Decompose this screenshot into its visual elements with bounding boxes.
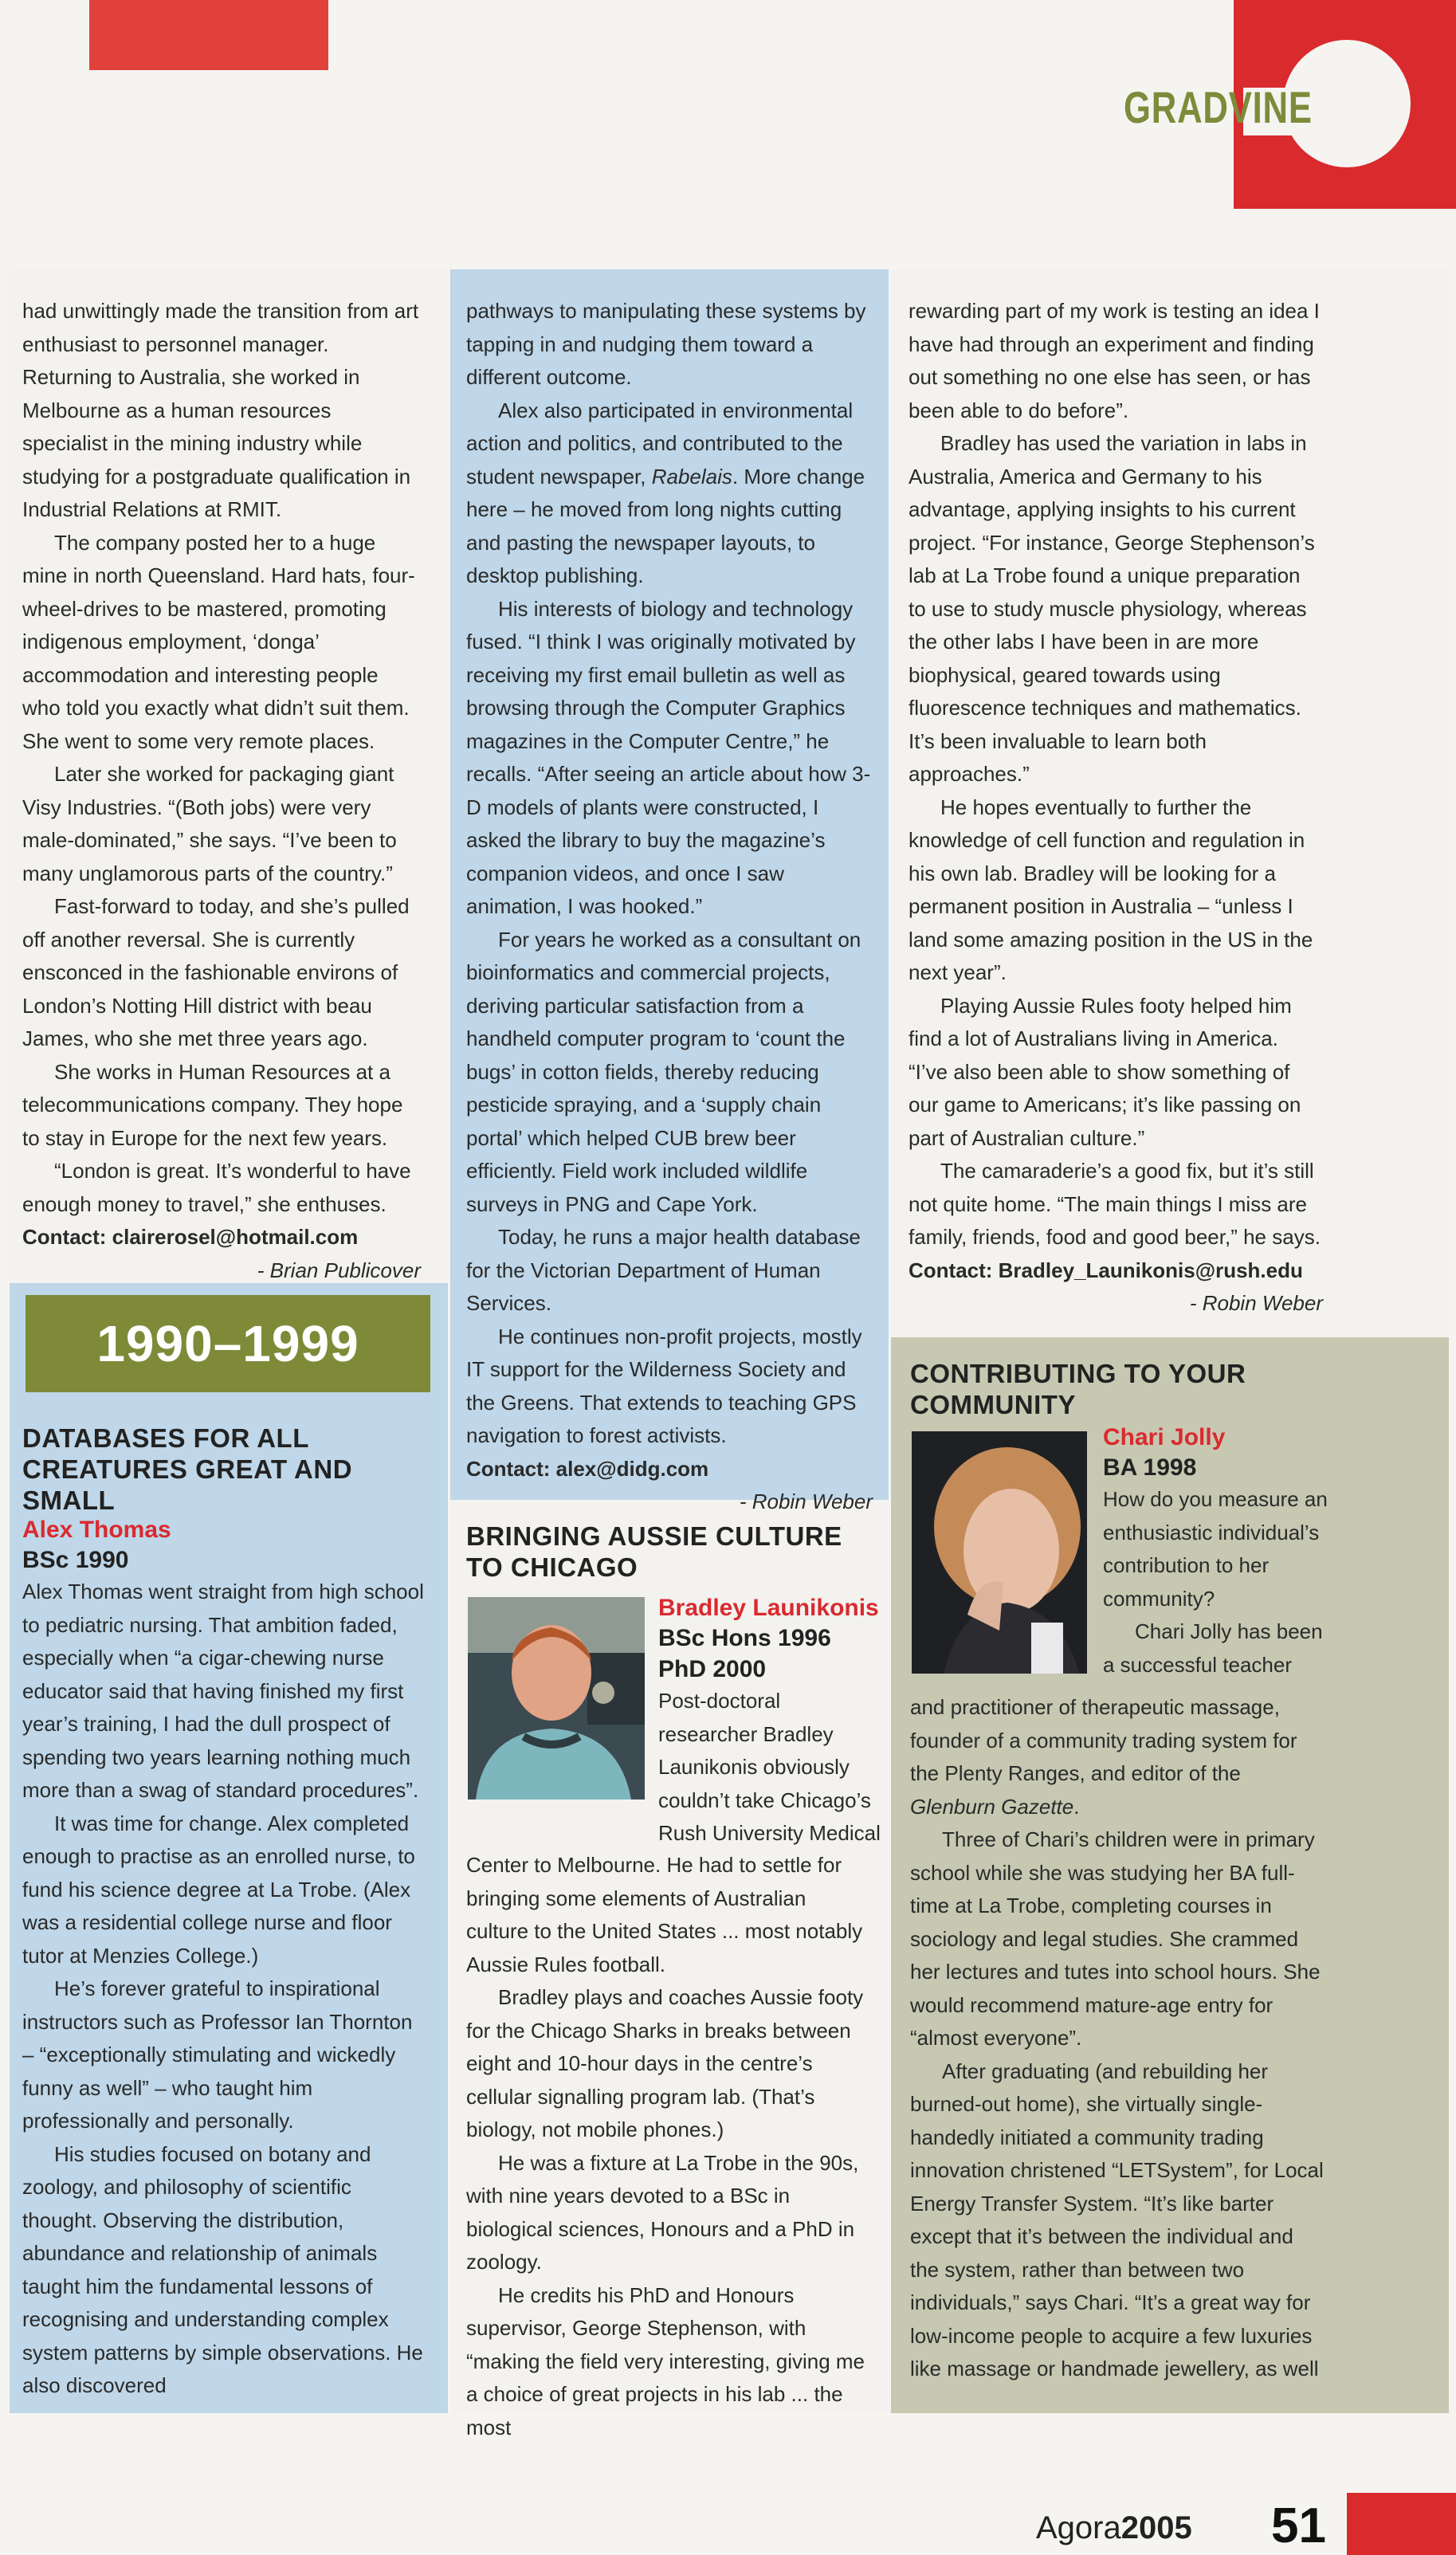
paragraph: His interests of biology and technology fused. “I think I was originally motivated by receiving my first email bulletin as well as browsing through the Computer Graphics magazines in the Computer Centre,” he recalls. “After seeing an article about how 3-D models of plants were constructed, I asked the library to buy the magazine’s companion videos, and once I saw animation, I was hooked.” <box>466 596 871 918</box>
paragraph: Three of Chari’s children were in primary school while she was studying her BA full-time at La Trobe, completing courses in sociology and legal studies. She crammed her lectures and tutes into school hours. She would recommend mature-age entry for “almost everyone”. <box>910 1827 1321 2050</box>
section-label: GRADVINE <box>1124 82 1313 132</box>
intro-line: a successful teacher <box>1103 1652 1293 1677</box>
col1-top-text <box>22 295 421 1287</box>
footer-year: 2005 <box>1120 2510 1192 2545</box>
contact-email[interactable]: Contact: Bradley_Launikonis@rush.edu <box>909 1258 1303 1282</box>
bradley-name-block <box>658 1594 881 1851</box>
graduate-degree: PhD 2000 <box>658 1656 767 1682</box>
footer-magazine: Agora2005 <box>1036 2510 1192 2545</box>
intro-line: Launikonis obviously <box>658 1755 850 1779</box>
newspaper-title: Glenburn Gazette <box>910 1794 1074 1819</box>
paragraph: Alex also participated in environmental action and politics, and contributed to the student newspaper, Rabelais. More change here – he moved from long nights cutting and pasting the newspaper layouts, to desktop publishing. <box>466 398 865 587</box>
intro-line: How do you measure an <box>1103 1487 1328 1511</box>
byline: - Brian Publicover <box>257 1258 421 1282</box>
col3-top-text <box>909 295 1323 1321</box>
paragraph: For years he worked as a consultant on bioinformatics and commercial projects, deriving particular satisfaction from a handheld computer program to ‘count the bugs’ in cotton fields, thereby reducing pesticide spraying, and a ‘supply chain portal’ which helped CUB brew beer efficiently. Field work included wildlife surveys in PNG and Cape York. <box>466 927 861 1216</box>
paragraph: Center to Melbourne. He had to settle for bringing some elements of Australian culture to the United States ... most notably Aussie Rules football. <box>466 1853 863 1976</box>
portrait-icon <box>912 1431 1087 1674</box>
col2-top-text <box>466 295 873 1519</box>
paragraph: and practitioner of therapeutic massage, founder of a community trading system for the Plenty Ranges, and editor of the Glenburn Gazette. <box>910 1695 1297 1819</box>
header-red-tab <box>89 0 328 70</box>
paragraph: Bradley plays and coaches Aussie footy for the Chicago Sharks in breaks between eight and 10-hour days in the centre’s cellular signalling program lab. (That’s biology, not mobile phones.) <box>466 1985 864 2141</box>
paragraph: Bradley has used the variation in labs in Australia, America and Germany to his advantage, applying insights to his current project. “For instance, George Stephenson’s lab at La Trobe found a unique preparation to use to study muscle physiology, whereas the other labs I have been in are more biophysical, geared towards using fluorescence techniques and mathematics. It’s been invaluable to learn both approaches.” <box>909 431 1315 786</box>
footer-red-block <box>1347 2493 1456 2555</box>
paragraph: He’s forever grateful to inspirational instructors such as Professor Ian Thornton – “exceptionally stimulating and wickedly funny as well” – who taught him professionally and personally. <box>22 1976 413 2133</box>
graduate-name: Bradley Launikonis <box>658 1595 879 1621</box>
intro-line: Rush University Medical <box>658 1821 881 1845</box>
paragraph: had unwittingly made the transition from art enthusiast to personnel manager. Returning to Australia, she worked in Melbourne as a human resources specialist in the mining industry while studying for a postgraduate qualification in Industrial Relations at RMIT. <box>22 299 419 521</box>
graduate-degree: BA 1998 <box>1103 1454 1197 1481</box>
intro-line: Post-doctoral <box>658 1689 781 1713</box>
paragraph: He credits his PhD and Honours supervisor, George Stephenson, with “making the field very interesting, giving me a choice of great projects in his lab ... the most <box>466 2282 865 2439</box>
graduate-degree: BSc 1990 <box>22 1547 129 1573</box>
article-headline: DATABASES FOR ALL CREATURES GREAT AND SMALL <box>22 1423 353 1515</box>
byline: - Robin Weber <box>1189 1291 1323 1315</box>
paragraph: He hopes eventually to further the knowledge of cell function and regulation in his own lab. Bradley will be looking for a permanent position in Australia – “unless I land some amazing position in the US in the next year”. <box>909 795 1313 984</box>
paragraph: rewarding part of my work is testing an idea I have had through an experiment and finding out something no one else has seen, or has been able to do before”. <box>909 299 1320 422</box>
article-alex <box>22 1423 433 2403</box>
contact-email[interactable]: Contact: alex@didg.com <box>466 1456 709 1481</box>
paragraph: He continues non-profit projects, mostly IT support for the Wilderness Society and the Greens. That extends to teaching GPS navigation to forest activists. <box>466 1324 862 1447</box>
article-chari <box>910 1358 1293 1420</box>
decade-banner: 1990–1999 <box>26 1295 430 1392</box>
bradley-body <box>466 1849 873 2444</box>
chari-name-block <box>1103 1423 1326 1682</box>
paragraph: pathways to manipulating these systems by tapping in and nudging them toward a different outcome. <box>466 299 866 389</box>
byline: - Robin Weber <box>739 1489 873 1513</box>
paragraph: Later she worked for packaging giant Visy Industries. “(Both jobs) were very male-dominated,” she says. “I’ve been to many unglamorous parts of the country.” <box>22 762 397 885</box>
paragraph: She works in Human Resources at a telecommunications company. They hope to stay in Europe for the next few years. <box>22 1059 403 1150</box>
paragraph: After graduating (and rebuilding her burned-out home), she virtually single-handedly initiated a community trading innovation christened “LETSystem”, for Local Energy Transfer System. “It’s like barter except that it’s between the individual and the system, rather than between two individuals,” says Chari. “It’s a great way for low-income people to acquire a few luxuries like massage or handmade jewellery, as well <box>910 2059 1324 2380</box>
graduate-name: Chari Jolly <box>1103 1424 1226 1450</box>
article-headline: BRINGING AUSSIE CULTURE TO CHICAGO <box>466 1521 842 1582</box>
paragraph: He was a fixture at La Trobe in the 90s, with nine years devoted to a BSc in biological sciences, Honours and a PhD in zoology. <box>466 2150 859 2274</box>
paragraph: The company posted her to a huge mine in north Queensland. Hard hats, four-wheel-drives to be mastered, promoting indigenous employment, ‘donga’ accommodation and interesting people who told you exactly what didn’t suit them. She went to some very remote places. <box>22 530 415 753</box>
paragraph: Fast-forward to today, and she’s pulled off another reversal. She is currently ensconced in the fashionable environs of London’s Notting Hill district with beau James, who she met three years ago. <box>22 894 410 1050</box>
article-bradley <box>466 1521 873 1583</box>
portrait-icon <box>468 1597 645 1799</box>
article-headline: CONTRIBUTING TO YOUR COMMUNITY <box>910 1359 1246 1419</box>
intro-line: researcher Bradley <box>658 1721 834 1746</box>
newspaper-title: Rabelais <box>651 464 732 489</box>
bradley-photo <box>468 1597 645 1799</box>
paragraph: His studies focused on botany and zoology, and philosophy of scientific thought. Observing the distribution, abundance and relationship of animals taught him the fundamental lessons of recognising and understanding complex system patterns by simple observations. He also discovered <box>22 2141 423 2397</box>
paragraph: Today, he runs a major health database for the Victorian Department of Human Services. <box>466 1225 861 1315</box>
chari-body <box>910 1691 1325 2386</box>
paragraph: “London is great. It’s wonderful to have enough money to travel,” she enthuses. <box>22 1159 411 1216</box>
chari-photo <box>912 1431 1087 1674</box>
intro-line: Chari Jolly has been <box>1135 1619 1323 1643</box>
paragraph: Playing Aussie Rules footy helped him find a lot of Australians living in America. “I’ve also been able to show something of our game to Americans; it’s like passing on part of Australian culture.” <box>909 993 1301 1150</box>
paragraph: Alex Thomas went straight from high school to pediatric nursing. That ambition faded, especially when “a cigar-chewing nurse educator said that having finished my first year’s training, I had the dull prospect of spending two years learning nothing much more than a swag of standard procedures”. <box>22 1580 424 1802</box>
intro-line: community? <box>1103 1586 1215 1611</box>
graduate-degree: BSc Hons 1996 <box>658 1625 831 1651</box>
intro-line: contribution to her <box>1103 1553 1270 1577</box>
intro-line: couldn’t take Chicago’s <box>658 1788 871 1812</box>
paragraph: The camaraderie’s a good fix, but it’s still not quite home. “The main things I miss are family, friends, food and good beer,” he says. <box>909 1159 1321 1249</box>
graduate-name: Alex Thomas <box>22 1517 171 1543</box>
contact-email[interactable]: Contact: clairerosel@hotmail.com <box>22 1225 359 1249</box>
paragraph: It was time for change. Alex completed enough to practise as an enrolled nurse, to fund his science degree at La Trobe. (Alex was a residential college nurse and floor tutor at Menzies College.) <box>22 1811 415 1968</box>
intro-line: enthusiastic individual’s <box>1103 1520 1320 1544</box>
page-number: 51 <box>1271 2498 1326 2553</box>
